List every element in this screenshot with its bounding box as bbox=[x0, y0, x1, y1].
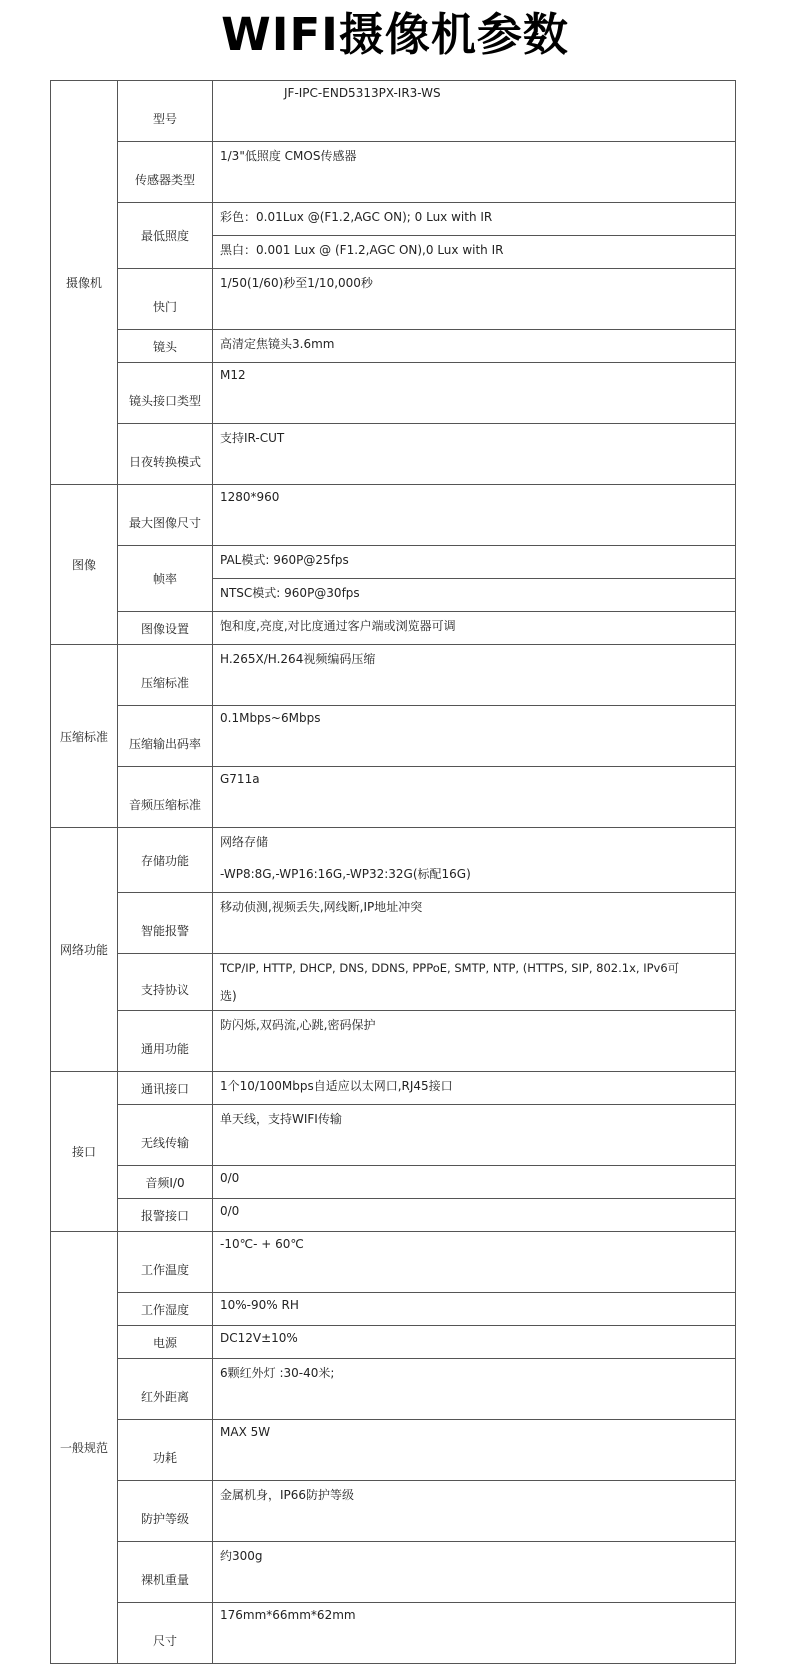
label-wireless: 无线传输 bbox=[118, 1105, 213, 1166]
label-model: 型号 bbox=[118, 81, 213, 142]
label-smart-alarm: 智能报警 bbox=[118, 893, 213, 954]
value-storage-line2: -WP8:8G,-WP16:16G,-WP32:32G(标配16G) bbox=[213, 860, 736, 893]
section-interface: 接口 bbox=[51, 1072, 118, 1232]
value-dimensions: 176mm*66mm*62mm bbox=[213, 1603, 736, 1664]
value-protocols-line1: TCP/IP, HTTP, DHCP, DNS, DDNS, PPPoE, SMTP, NTP, (HTTPS, SIP, 802.1x, IPv6可 bbox=[220, 961, 680, 975]
label-power: 电源 bbox=[118, 1326, 213, 1359]
value-lens-mount: M12 bbox=[213, 363, 736, 424]
label-compression-std: 压缩标准 bbox=[118, 645, 213, 706]
value-smart-alarm: 移动侦测,视频丢失,网线断,IP地址冲突 bbox=[213, 893, 736, 954]
section-image: 图像 bbox=[51, 485, 118, 645]
label-image-settings: 图像设置 bbox=[118, 612, 213, 645]
value-sensor: 1/3"低照度 CMOS传感器 bbox=[213, 142, 736, 203]
label-dimensions: 尺寸 bbox=[118, 1603, 213, 1664]
value-protection: 金属机身，IP66防护等级 bbox=[213, 1481, 736, 1542]
value-bitrate: 0.1Mbps~6Mbps bbox=[213, 706, 736, 767]
value-illum-bw: 黑白：0.001 Lux @ (F1.2,AGC ON),0 Lux with IR bbox=[213, 236, 736, 269]
value-shutter: 1/50(1/60)秒至1/10,000秒 bbox=[213, 269, 736, 330]
label-audio-compression: 音频压缩标准 bbox=[118, 767, 213, 828]
value-fps-ntsc: NTSC模式: 960P@30fps bbox=[213, 579, 736, 612]
section-camera: 摄像机 bbox=[51, 81, 118, 485]
value-audio-io: 0/0 bbox=[213, 1166, 736, 1199]
label-frame-rate: 帧率 bbox=[118, 546, 213, 612]
label-audio-io: 音频I/0 bbox=[118, 1166, 213, 1199]
value-ir-distance: 6颗红外灯 :30-40米; bbox=[213, 1359, 736, 1420]
value-wireless: 单天线，支持WIFI传输 bbox=[213, 1105, 736, 1166]
label-sensor: 传感器类型 bbox=[118, 142, 213, 203]
value-power: DC12V±10% bbox=[213, 1326, 736, 1359]
label-min-illumination: 最低照度 bbox=[118, 203, 213, 269]
spec-table bbox=[50, 80, 736, 1664]
label-general-functions: 通用功能 bbox=[118, 1011, 213, 1072]
value-day-night: 支持IR-CUT bbox=[213, 424, 736, 485]
value-power-consumption: MAX 5W bbox=[213, 1420, 736, 1481]
value-protocols bbox=[213, 954, 736, 1011]
section-compression: 压缩标准 bbox=[51, 645, 118, 828]
value-compression-std: H.265X/H.264视频编码压缩 bbox=[213, 645, 736, 706]
value-weight: 约300g bbox=[213, 1542, 736, 1603]
value-lens: 高清定焦镜头3.6mm bbox=[213, 330, 736, 363]
value-audio-compression: G711a bbox=[213, 767, 736, 828]
label-day-night: 日夜转换模式 bbox=[118, 424, 213, 485]
label-shutter: 快门 bbox=[118, 269, 213, 330]
value-alarm-interface: 0/0 bbox=[213, 1199, 736, 1232]
section-network: 网络功能 bbox=[51, 828, 118, 1072]
page-title: WIFI摄像机参数 bbox=[221, 8, 569, 61]
value-fps-pal: PAL模式: 960P@25fps bbox=[213, 546, 736, 579]
label-comm-interface: 通讯接口 bbox=[118, 1072, 213, 1105]
value-storage-line1: 网络存储 bbox=[213, 828, 736, 861]
label-power-consumption: 功耗 bbox=[118, 1420, 213, 1481]
value-comm-interface: 1个10/100Mbps自适应以太网口,RJ45接口 bbox=[213, 1072, 736, 1105]
value-image-settings: 饱和度,亮度,对比度通过客户端或浏览器可调 bbox=[213, 612, 736, 645]
label-operating-temp: 工作温度 bbox=[118, 1232, 213, 1293]
value-illum-color: 彩色：0.01Lux @(F1.2,AGC ON); 0 Lux with IR bbox=[213, 203, 736, 236]
label-bitrate: 压缩输出码率 bbox=[118, 706, 213, 767]
label-alarm-interface: 报警接口 bbox=[118, 1199, 213, 1232]
value-model: JF-IPC-END5313PX-IR3-WS bbox=[213, 81, 736, 142]
value-humidity: 10%-90% RH bbox=[213, 1293, 736, 1326]
label-humidity: 工作湿度 bbox=[118, 1293, 213, 1326]
value-max-image-size: 1280*960 bbox=[213, 485, 736, 546]
label-lens-mount: 镜头接口类型 bbox=[118, 363, 213, 424]
value-protocols-line2: 选) bbox=[220, 989, 237, 1003]
value-general-functions: 防闪烁,双码流,心跳,密码保护 bbox=[213, 1011, 736, 1072]
label-ir-distance: 红外距离 bbox=[118, 1359, 213, 1420]
value-operating-temp: -10℃- + 60℃ bbox=[213, 1232, 736, 1293]
label-max-image-size: 最大图像尺寸 bbox=[118, 485, 213, 546]
label-weight: 裸机重量 bbox=[118, 1542, 213, 1603]
label-protocols: 支持协议 bbox=[118, 954, 213, 1011]
label-protection: 防护等级 bbox=[118, 1481, 213, 1542]
label-storage: 存储功能 bbox=[118, 828, 213, 893]
section-general: 一般规范 bbox=[51, 1232, 118, 1664]
label-lens: 镜头 bbox=[118, 330, 213, 363]
